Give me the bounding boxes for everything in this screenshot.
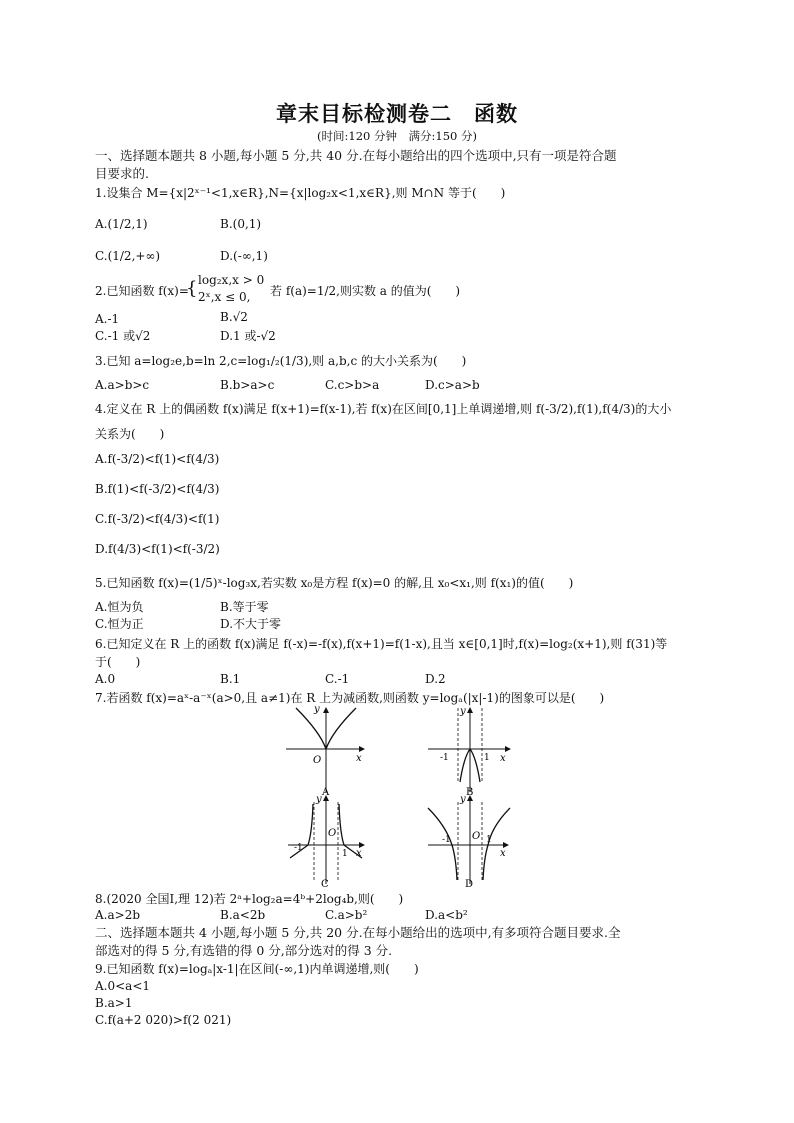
q7a-x-label: x xyxy=(356,753,362,764)
q5-option-c: C.恒为正 xyxy=(95,617,144,631)
q4-option-d: D.f(4/3)<f(1)<f(-3/2) xyxy=(95,542,220,556)
q2-option-a: A.-1 xyxy=(95,312,120,326)
q4-option-b: B.f(1)<f(-3/2)<f(4/3) xyxy=(95,482,220,496)
q7c-x-label: x xyxy=(356,848,362,859)
q7-label-d: D xyxy=(465,879,474,888)
q7-label-c: C xyxy=(321,879,329,888)
q3-stem: 3.已知 a=log₂e,b=ln 2,c=log₁/₂(1/3),则 a,b,c 的大小关系为( ) xyxy=(95,354,467,368)
q5-option-a: A.恒为负 xyxy=(95,600,144,614)
q5-option-d: D.不大于零 xyxy=(220,617,282,631)
q7b-neg1: -1 xyxy=(440,753,449,763)
q6-option-c: C.-1 xyxy=(325,672,350,686)
q1-option-d: D.(-∞,1) xyxy=(220,249,268,263)
q6-stem: 6.已知定义在 R 上的函数 f(x)满足 f(-x)=-f(x),f(x+1)=f(1-x),且当 x∈[0,1]时,f(x)=log₂(x+1),则 f(31)等 xyxy=(95,637,668,651)
q4-stem-cont: 关系为( ) xyxy=(95,427,165,441)
q2-case-1: log₂x,x > 0 xyxy=(198,273,265,287)
q2-stem-pre: 2.已知函数 f(x)= xyxy=(95,284,189,298)
q4-option-a: A.f(-3/2)<f(1)<f(4/3) xyxy=(95,452,220,466)
q7-graph-d xyxy=(424,788,514,888)
q3-option-b: B.b>a>c xyxy=(220,378,275,392)
q3-option-c: C.c>b>a xyxy=(325,378,380,392)
q6-option-a: A.0 xyxy=(95,672,116,686)
q7c-pos1: 1 xyxy=(342,849,348,859)
q7-label-a: A xyxy=(322,787,330,798)
q2-option-b: B.√2 xyxy=(220,310,248,324)
q2-stem-post: 若 f(a)=1/2,则实数 a 的值为( ) xyxy=(270,284,461,298)
q7d-pos1: 1 xyxy=(486,835,492,845)
q2-option-c: C.-1 或√2 xyxy=(95,329,151,343)
q6-stem-cont: 于( ) xyxy=(95,655,141,669)
q7d-y-label: y xyxy=(460,794,466,805)
q8-option-b: B.a<2b xyxy=(220,908,266,922)
q1-option-b: B.(0,1) xyxy=(220,217,262,231)
q1-option-c: C.(1/2,+∞) xyxy=(95,249,161,263)
q5-option-b: B.等于零 xyxy=(220,600,269,614)
page-title: 章末目标检测卷二 函数 xyxy=(276,102,518,126)
q8-stem: 8.(2020 全国Ⅰ,理 12)若 2ᵃ+log₂a=4ᵇ+2log₄b,则( ) xyxy=(95,892,404,906)
q2-brace: { xyxy=(186,278,198,299)
q1-option-a: A.(1/2,1) xyxy=(95,217,148,231)
section1-heading: 一、选择题本题共 8 小题,每小题 5 分,共 40 分.在每小题给出的四个选项中,只有一项是符合题 xyxy=(95,148,617,163)
q7-graph-a xyxy=(282,702,370,798)
q7b-x-label: x xyxy=(500,753,506,764)
q7b-y-label: y xyxy=(460,706,466,717)
q9-stem: 9.已知函数 f(x)=logₐ|x-1|在区间(-∞,1)内单调递增,则( ) xyxy=(95,962,419,976)
q7c-y-label: y xyxy=(316,794,322,805)
q8-option-a: A.a>2b xyxy=(95,908,141,922)
q7d-neg1: -1 xyxy=(442,835,451,845)
page-subtitle: (时间:120 分钟 满分:150 分) xyxy=(317,129,477,143)
q8-option-d: D.a<b² xyxy=(425,908,468,922)
q7d-origin: O xyxy=(472,831,481,842)
q8-option-c: C.a>b² xyxy=(325,908,368,922)
q7-label-b: B xyxy=(466,787,474,798)
q6-option-d: D.2 xyxy=(425,672,446,686)
q7c-origin: O xyxy=(328,828,337,839)
q7a-origin: O xyxy=(313,755,322,766)
q7c-neg1: -1 xyxy=(294,843,303,853)
q7b-pos1: 1 xyxy=(484,753,490,763)
q7d-x-label: x xyxy=(500,848,506,859)
q4-option-c: C.f(-3/2)<f(4/3)<f(1) xyxy=(95,512,220,526)
section2-heading-cont: 部选对的得 5 分,有选错的得 0 分,部分选对的得 3 分. xyxy=(95,943,393,958)
q7a-y-label: y xyxy=(314,704,320,715)
q9-option-a: A.0<a<1 xyxy=(95,979,151,993)
q5-stem: 5.已知函数 f(x)=(1/5)ˣ-log₃x,若实数 x₀是方程 f(x)=0 的解,且 x₀<x₁,则 f(x₁)的值( ) xyxy=(95,576,574,590)
q2-case-2: 2ˣ,x ≤ 0, xyxy=(198,290,251,304)
q3-option-d: D.c>a>b xyxy=(425,378,480,392)
q7-stem: 7.若函数 f(x)=aˣ-a⁻ˣ(a>0,且 a≠1)在 R 上为减函数,则函数 y=logₐ(|x|-1)的图象可以是( ) xyxy=(95,691,605,705)
q4-stem: 4.定义在 R 上的偶函数 f(x)满足 f(x+1)=f(x-1),若 f(x)在区间[0,1]上单调递增,则 f(-3/2),f(1),f(4/3)的大小 xyxy=(95,402,672,416)
section2-heading: 二、选择题本题共 4 小题,每小题 5 分,共 20 分.在每小题给出的选项中,有多项符合题目要求.全 xyxy=(95,925,621,940)
q7-graph-b xyxy=(424,702,516,798)
q9-option-b: B.a>1 xyxy=(95,996,133,1010)
q2-option-d: D.1 或-√2 xyxy=(220,329,276,343)
q3-option-a: A.a>b>c xyxy=(95,378,150,392)
q6-option-b: B.1 xyxy=(220,672,241,686)
section1-heading-cont: 目要求的. xyxy=(95,166,149,181)
q1-stem: 1.设集合 M={x|2ˣ⁻¹<1,x∈R},N={x|log₂x<1,x∈R},则 M∩N 等于( ) xyxy=(95,186,506,200)
q9-option-c: C.f(a+2 020)>f(2 021) xyxy=(95,1013,232,1027)
q7-graph-c xyxy=(284,788,370,888)
